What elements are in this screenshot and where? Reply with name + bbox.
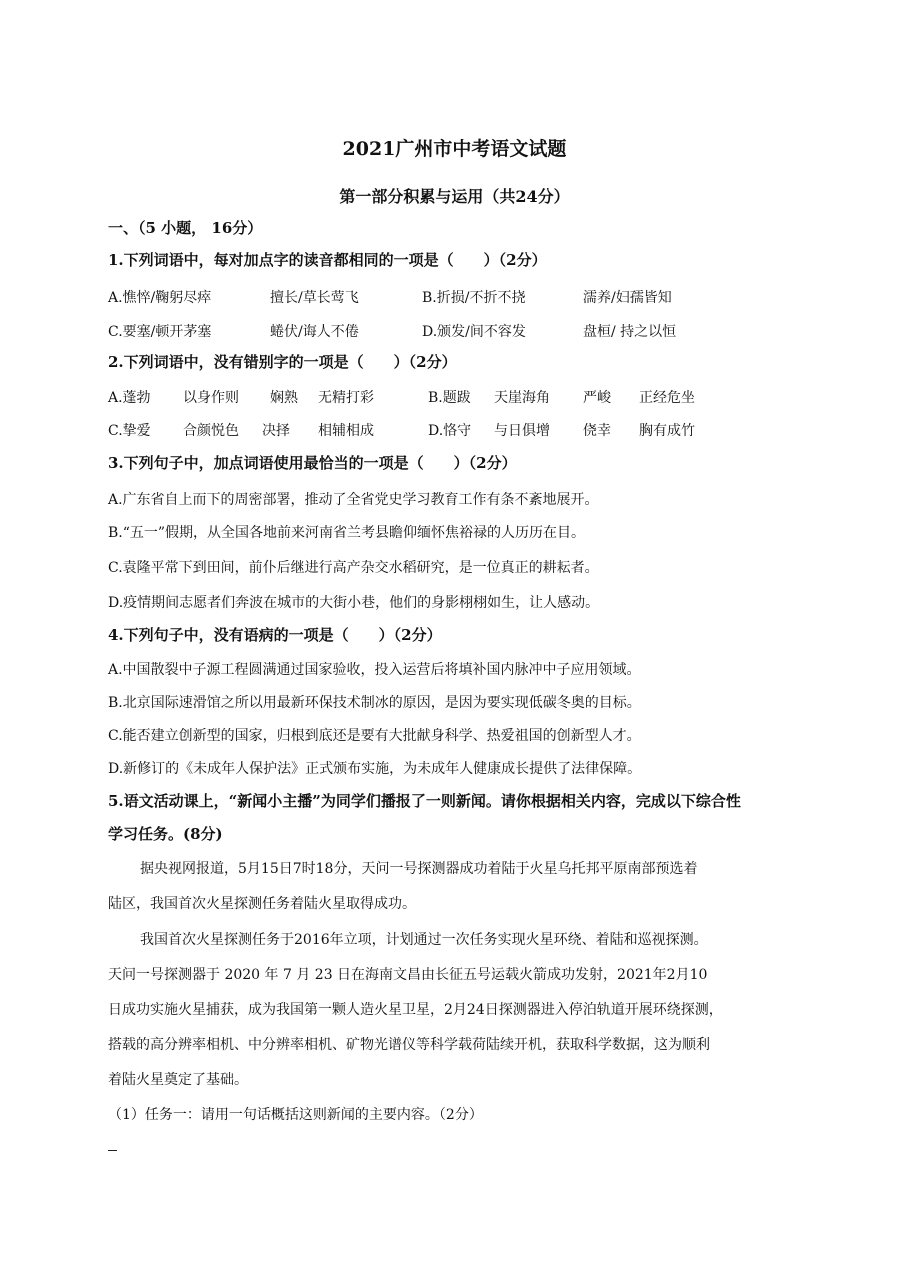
q1-option-b-1: B.折损/不折不挠 <box>422 290 526 306</box>
news-paragraph-2-line-3: 日成功实施火星捕获，成为我国第一颗人造火星卫星，2月24日探测器进入停泊轨道开展环绕探测， <box>108 1002 723 1018</box>
q4-option-b: B.北京国际速滑馆之所以用最新环保技术制冰的原因，是因为要实现低碳冬奥的目标。 <box>108 695 641 711</box>
q1-option-c-2: 蜷伏/诲人不倦 <box>270 324 359 340</box>
q1-option-d-2: 盘桓/ 持之以恒 <box>583 324 677 340</box>
q1-option-a-2: 擅长/草长莺飞 <box>270 290 359 306</box>
q2-option-b-2: 天崖海角 <box>494 390 550 406</box>
question-2-stem: 2.下列词语中，没有错别字的一项是（ ）（2分） <box>108 353 457 371</box>
news-paragraph-1-line-1: 据央视网报道，5月15日7时18分，天问一号探测器成功着陆于火星乌托邦平原南部预选着 <box>140 861 698 877</box>
q4-option-d: D.新修订的《未成年人保护法》正式颁布实施，为未成年人健康成长提供了法律保障。 <box>108 761 642 777</box>
q2-option-c-1: C.挚爱 <box>108 423 151 439</box>
q4-option-a: A.中国散裂中子源工程圆满通过国家验收，投入运营后将填补国内脉冲中子应用领域。 <box>108 662 641 678</box>
q2-option-d-2: 与日俱增 <box>494 423 550 439</box>
q2-option-c-2: 合颜悦色 <box>183 423 239 439</box>
q2-option-d-4: 胸有成竹 <box>639 423 695 439</box>
task-1-prompt: （1）任务一：请用一句话概括这则新闻的主要内容。（2分） <box>108 1107 483 1123</box>
page-title: 2021广州市中考语文试题 <box>342 138 567 160</box>
news-paragraph-2-line-2: 天问一号探测器于 2020 年 7 月 23 日在海南文昌由长征五号运载火箭成功发射，2021年2月10 <box>108 967 708 983</box>
q2-option-c-3: 决择 <box>262 423 290 439</box>
question-3-stem: 3.下列句子中，加点词语使用最恰当的一项是（ ）（2分） <box>108 454 517 472</box>
q2-option-a-3: 娴熟 <box>270 390 298 406</box>
part-title: 第一部分积累与运用（共24分） <box>339 187 570 206</box>
q3-option-a: A.广东省自上而下的周密部署，推动了全省党史学习教育工作有条不紊地展开。 <box>108 492 599 508</box>
news-paragraph-2-line-4: 搭载的高分辨率相机、中分辨率相机、矿物光谱仪等科学载荷陆续开机，获取科学数据，这为顺利 <box>108 1037 710 1053</box>
question-4-stem: 4.下列句子中，没有语病的一项是（ ）（2分） <box>108 626 442 644</box>
q1-option-d-1: D.颁发/间不容发 <box>422 324 526 340</box>
q2-option-c-4: 相辅相成 <box>318 423 374 439</box>
q2-option-a-2: 以身作则 <box>183 390 239 406</box>
q2-option-b-4: 正经危坐 <box>639 390 695 406</box>
q1-option-b-2: 濡养/妇孺皆知 <box>583 290 672 306</box>
q4-option-c: C.能否建立创新型的国家，归根到底还是要有大批献身科学、热爱祖国的创新型人才。 <box>108 728 641 744</box>
news-paragraph-2-line-1: 我国首次火星探测任务于2016年立项，计划通过一次任务实现火星环绕、着陆和巡视探测。 <box>140 932 708 948</box>
section-heading: 一、（5 小题， 16分） <box>108 219 263 237</box>
answer-line <box>108 1150 117 1151</box>
q3-option-b: B.“五一”假期，从全国各地前来河南省兰考县瞻仰缅怀焦裕禄的人历历在目。 <box>108 525 586 541</box>
q2-option-d-3: 侥幸 <box>583 423 611 439</box>
q2-option-b-3: 严峻 <box>583 390 611 406</box>
question-5-stem-line-1: 5.语文活动课上，“新闻小主播”为同学们播报了一则新闻。请你根据相关内容，完成以下综合性 <box>108 792 741 810</box>
q2-option-d-1: D.恪守 <box>428 423 472 439</box>
question-5-stem-line-2: 学习任务。(8分) <box>108 825 223 843</box>
q3-option-c: C.袁隆平常下到田间，前仆后继进行高产杂交水稻研究，是一位真正的耕耘者。 <box>108 560 599 576</box>
q2-option-a-4: 无精打彩 <box>318 390 374 406</box>
news-paragraph-1-line-2: 陆区，我国首次火星探测任务着陆火星取得成功。 <box>108 896 416 912</box>
question-1-stem: 1.下列词语中，每对加点字的读音都相同的一项是（ ）（2分） <box>108 251 547 269</box>
q2-option-a-1: A.蓬勃 <box>108 390 151 406</box>
news-paragraph-2-line-5: 着陆火星奠定了基础。 <box>108 1072 248 1088</box>
q3-option-d: D.疫情期间志愿者们奔波在城市的大街小巷，他们的身影栩栩如生，让人感动。 <box>108 595 600 611</box>
q2-option-b-1: B.题跋 <box>428 390 471 406</box>
q1-option-a-1: A.憔悴/鞠躬尽瘁 <box>108 290 212 306</box>
q1-option-c-1: C.要塞/顿开茅塞 <box>108 324 212 340</box>
